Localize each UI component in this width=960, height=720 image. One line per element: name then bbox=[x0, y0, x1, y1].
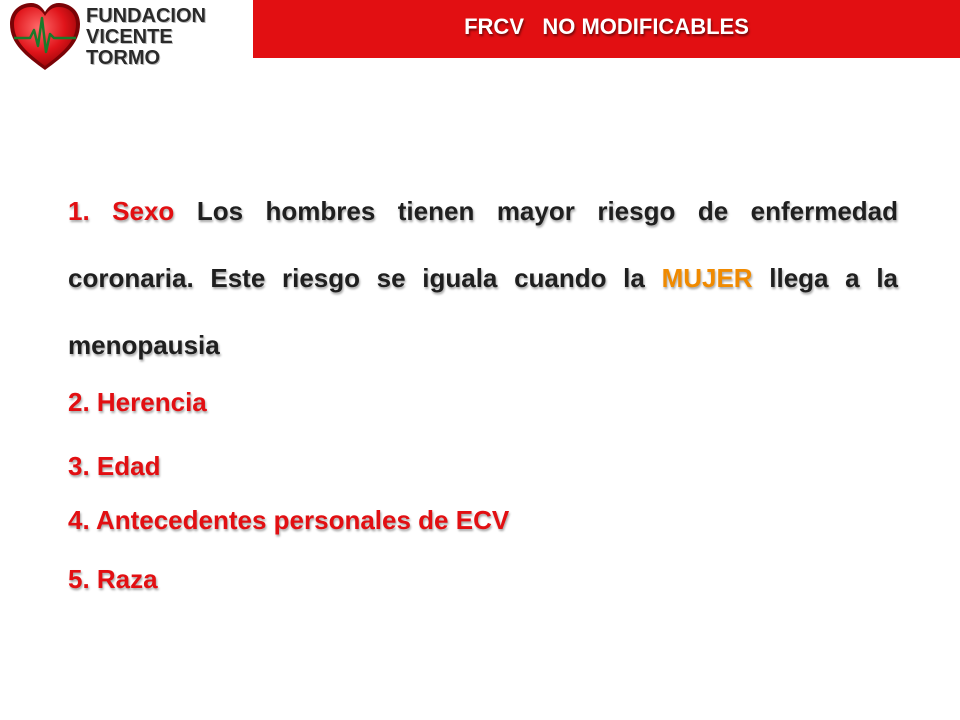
logo-text bbox=[86, 6, 246, 69]
item-1-text-b: llega a la menopausia bbox=[68, 263, 899, 360]
header-bar bbox=[253, 0, 960, 58]
item-1-number: 1. bbox=[68, 196, 90, 226]
item-2: 2. Herencia bbox=[68, 387, 207, 417]
item-5: 5. Raza bbox=[68, 564, 158, 594]
heart-ecg-icon bbox=[6, 0, 84, 74]
item-1-highlight: MUJER bbox=[661, 263, 753, 293]
logo-line-2: VICENTE TORMO bbox=[86, 26, 173, 69]
logo bbox=[6, 0, 246, 74]
item-1-label: Sexo bbox=[112, 196, 175, 226]
logo-line-1: FUNDACION bbox=[86, 5, 206, 27]
item-1-text-a: Los hombres tienen mayor riesgo de enfermedad coronaria. Este riesgo se iguala cuando la bbox=[68, 196, 899, 293]
item-4: 4. Antecedentes personales de ECV bbox=[68, 505, 510, 535]
item-3: 3. Edad bbox=[68, 451, 161, 481]
slide-title: FRCV NO MODIFICABLES bbox=[464, 14, 749, 39]
